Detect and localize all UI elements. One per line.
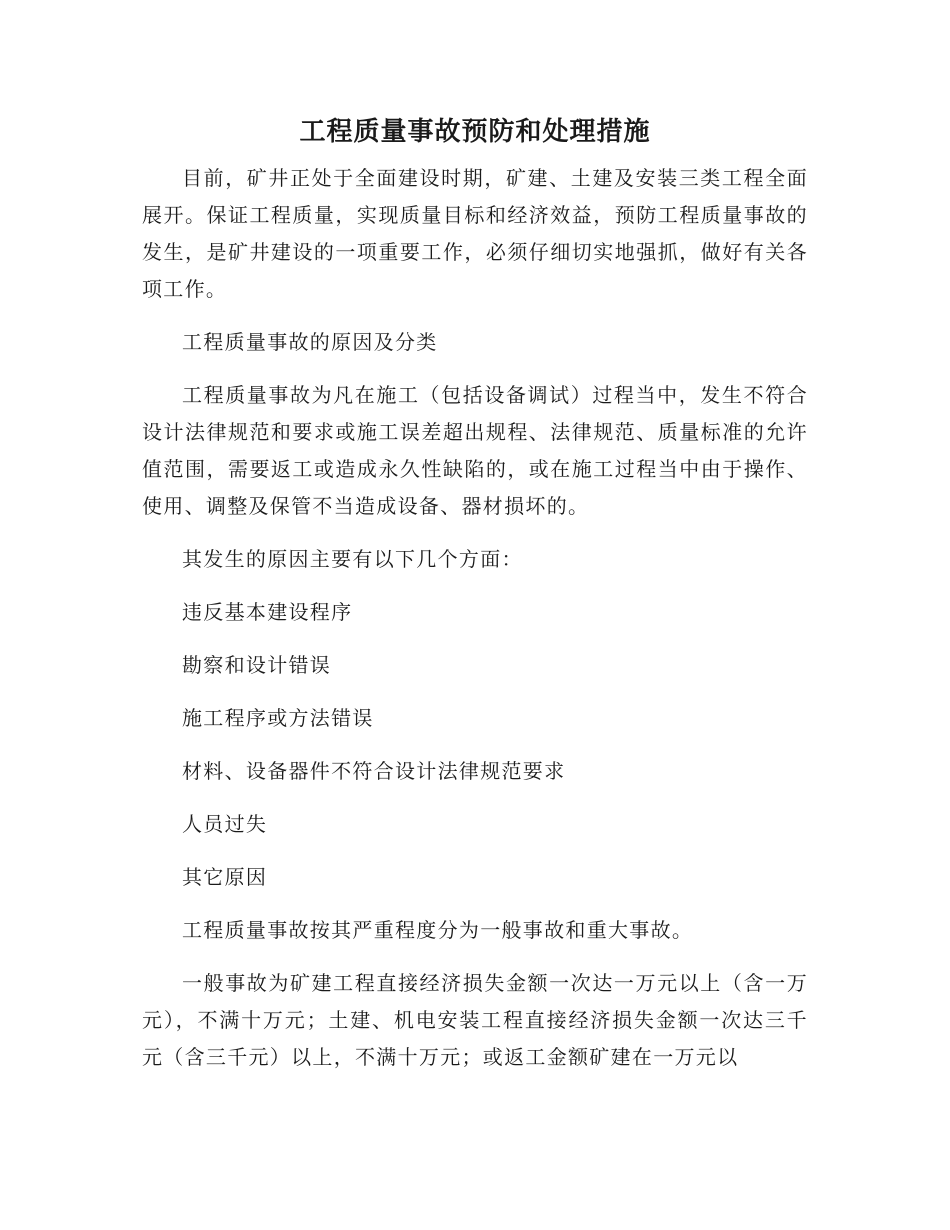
causes-intro: 其发生的原因主要有以下几个方面： [182, 547, 523, 571]
cause-item: 施工程序或方法错误 [182, 706, 374, 730]
cause-item: 人员过失 [182, 812, 268, 836]
classification-paragraph: 工程质量事故按其严重程度分为一般事故和重大事故。 [182, 918, 694, 942]
section-heading: 工程质量事故的原因及分类 [182, 330, 438, 354]
document-title: 工程质量事故预防和处理措施 [299, 117, 651, 147]
cause-item: 其它原因 [182, 865, 268, 889]
general-accident-paragraph: 一般事故为矿建工程直接经济损失金额一次达一万元以上（含一万元），不满十万元；土建、机电安装工程直接经济损失金额一次达三千元（含三千元）以上，不满十万元；或返工金额矿建在一万元以 [142, 971, 808, 1069]
document-body [142, 112, 808, 1076]
intro-paragraph: 目前，矿井正处于全面建设时期，矿建、土建及安装三类工程全面展开。保证工程质量，实现质量目标和经济效益，预防工程质量事故的发生，是矿井建设的一项重要工作，必须仔细切实地强抓，做好有关各项工作。 [142, 166, 808, 301]
cause-item: 勘察和设计错误 [182, 653, 332, 677]
cause-item: 材料、设备器件不符合设计法律规范要求 [182, 759, 566, 783]
definition-paragraph: 工程质量事故为凡在施工（包括设备调试）过程当中，发生不符合设计法律规范和要求或施工误差超出规程、法律规范、质量标准的允许值范围，需要返工或造成永久性缺陷的，或在施工过程当中由于操作、使用、调整及保管不当造成设备、器材损坏的。 [142, 383, 808, 518]
cause-item: 违反基本建设程序 [182, 600, 353, 624]
